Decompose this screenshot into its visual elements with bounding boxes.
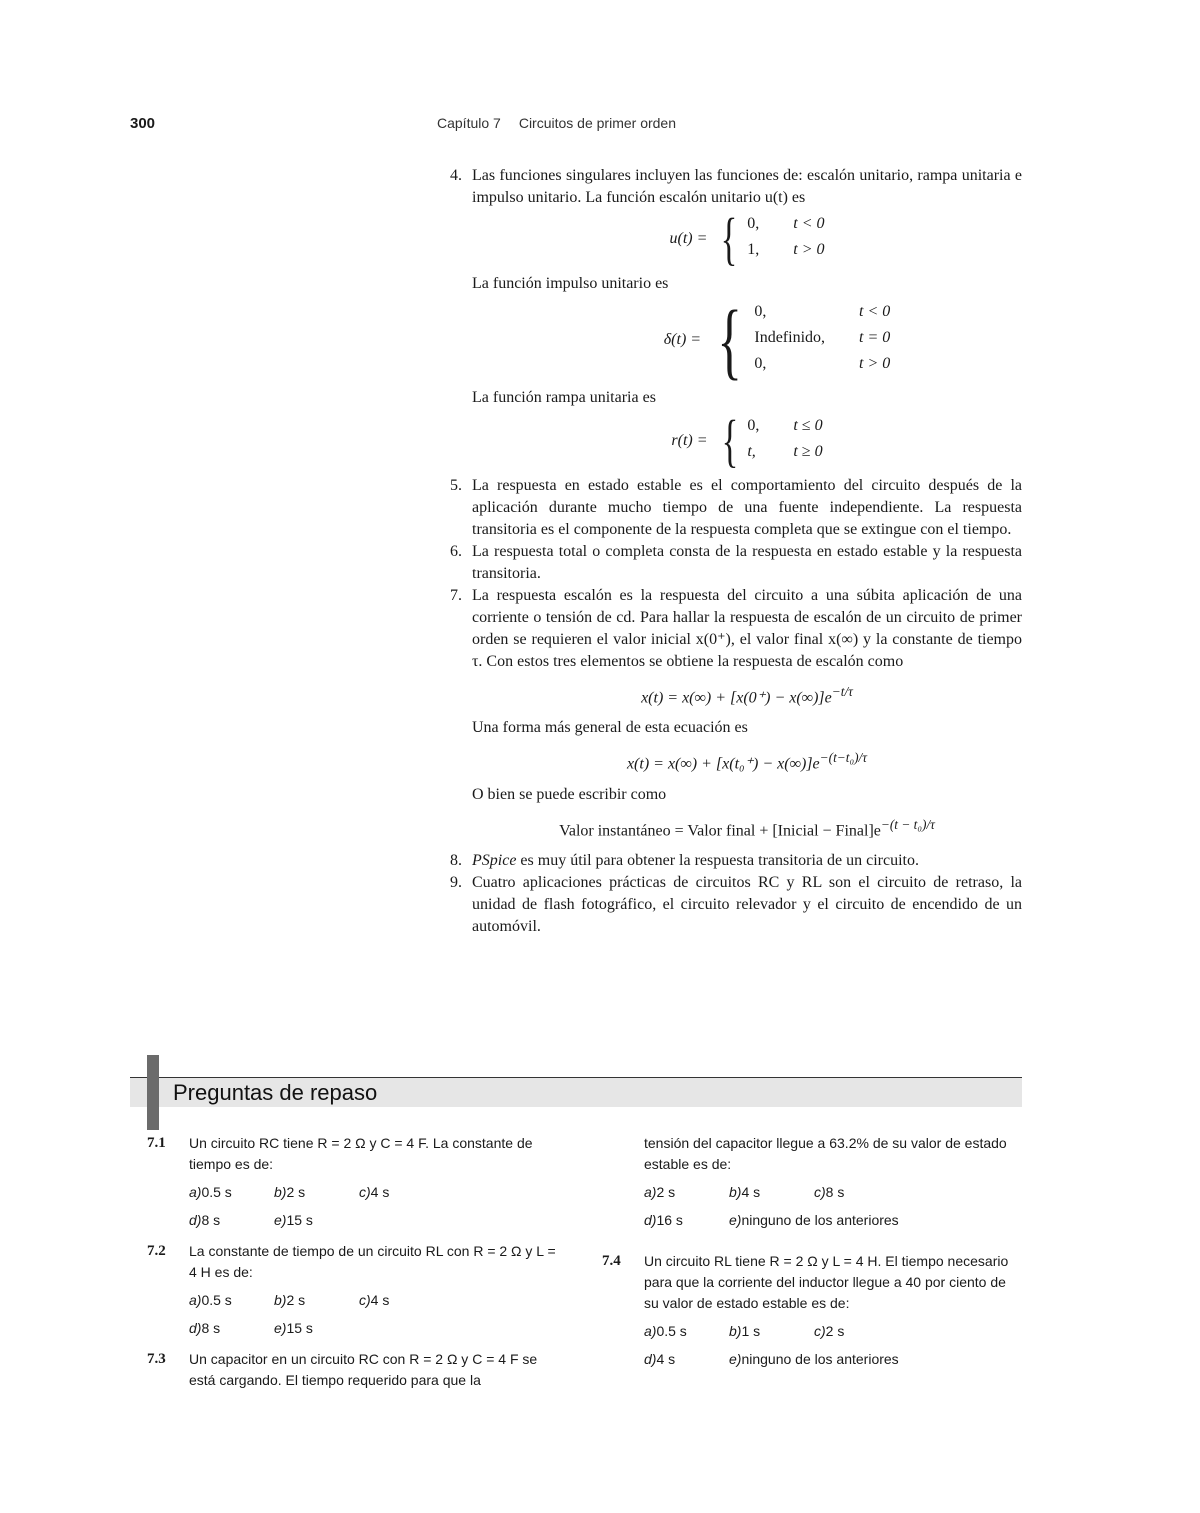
equation-body: Valor instantáneo = Valor final + [Inicial − Final]e [559,821,881,839]
item-text: Cuatro aplicaciones prácticas de circuitos RC y RL son el circuito de retraso, la unidad de flash fotográfico, el circuito relevador y el circuito de encendido de un automóvil. [472,873,1022,935]
options-row [644,1349,1022,1370]
question-7-1 [147,1133,567,1231]
case-condition: t > 0 [793,241,825,258]
equation-exponent: −t/τ [831,684,853,699]
left-brace: { [720,206,738,271]
options-row [189,1182,567,1203]
question-text: Un circuito RC tiene R = 2 Ω y C = 4 F. La constante de tiempo es de: [189,1135,533,1172]
summary-item-6 [450,541,1022,585]
item-number: 4. [450,167,462,184]
question-number: 7.3 [147,1351,166,1367]
step-function-equation [472,206,1022,271]
cases-table [747,213,824,265]
cases-table [747,415,822,467]
case-value: 1, [747,241,760,258]
options-row [644,1182,1022,1203]
left-brace: { [721,408,738,473]
options-row [189,1318,567,1339]
question-number: 7.4 [602,1253,621,1269]
equation-body: x(t) = x(∞) + [x(0⁺) − x(∞)]e [641,689,832,707]
option-a: a)0.5 s [644,1323,687,1339]
item-number: 9. [450,873,462,891]
option-e: e)15 s [274,1320,313,1336]
options-row [189,1290,567,1311]
impulse-function-equation [532,292,1022,388]
impulse-intro: La función impulso unitario es [472,275,669,292]
question-number: 7.2 [147,1243,166,1259]
page-number: 300 [130,115,156,132]
summary-item-7 [450,585,1022,842]
question-7-4 [602,1251,1022,1370]
case-value: 0, [747,215,760,232]
section-accent-bar [147,1055,159,1130]
question-text-continued: tensión del capacitor llegue a 63.2% de su valor de estado estable es de: [644,1135,1007,1172]
question-text: Un circuito RL tiene R = 2 Ω y L = 4 H. El tiempo necesario para que la corriente del inductor llegue a 40 por ciento de su valor de estado estable es de: [644,1253,1009,1311]
case-condition: t ≤ 0 [793,417,823,434]
section-title: Preguntas de repaso [173,1080,378,1105]
step-response-equation [472,681,1022,709]
summary-item-4 [450,165,1022,473]
case-condition: t < 0 [859,303,891,320]
summary-item-8 [450,850,1022,872]
option-b: b)2 s [274,1184,306,1200]
case-value: t, [747,443,756,460]
summary-item-9 [450,872,1022,938]
option-d: d)16 s [644,1212,683,1228]
option-c: c)4 s [359,1184,390,1200]
equation-lhs: u(t) = [669,230,708,247]
item-text [472,850,1022,872]
option-d: d)8 s [189,1212,221,1228]
summary-list [450,165,1022,938]
general-form-intro: Una forma más general de esta ecuación es [472,719,748,737]
option-b: b)2 s [274,1292,306,1308]
alternative-form-intro: O bien se puede escribir como [472,785,667,803]
left-brace: { [717,292,743,388]
case-condition: t = 0 [859,329,891,346]
question-7-3-continued [602,1133,1022,1231]
option-b: b)1 s [729,1323,761,1339]
option-a: a)0.5 s [189,1184,232,1200]
item-number: 7. [450,587,462,604]
option-b: b)4 s [729,1184,761,1200]
question-7-2 [147,1241,567,1339]
running-header [437,115,676,131]
general-response-equation [472,747,1022,775]
option-d: d)4 s [644,1351,676,1367]
item-number: 6. [450,543,462,560]
equation-lhs: δ(t) = [663,331,702,348]
equation-lhs: r(t) = [671,432,708,449]
item-text: La respuesta total o completa consta de la respuesta en estado estable y la respuesta transitoria. [472,543,1022,582]
case-value: 0, [747,417,760,434]
chapter-label: Capítulo 7 [437,115,501,131]
item-text-rest: es muy útil para obtener la respuesta transitoria de un circuito. [516,851,919,869]
options-row [189,1210,567,1231]
ramp-intro: La función rampa unitaria es [472,389,656,406]
case-value: 0, [754,303,767,320]
option-e: e)ninguno de los anteriores [729,1351,899,1367]
question-7-3 [147,1349,567,1391]
question-text: La constante de tiempo de un circuito RL con R = 2 Ω y L = 4 H es de: [189,1243,556,1280]
option-e: e)ninguno de los anteriores [729,1212,899,1228]
summary-item-5 [450,475,1022,541]
case-value: Indefinido, [754,329,826,346]
option-d: d)8 s [189,1320,221,1336]
option-a: a)0.5 s [189,1292,232,1308]
item-number: 5. [450,477,462,494]
equation-exponent: −(t−t₀)/τ [819,750,868,766]
cases-table [754,301,890,379]
case-condition: t < 0 [793,215,825,232]
case-value: 0, [754,355,767,372]
software-name: PSpice [472,851,517,869]
question-text: Un capacitor en un circuito RC con R = 2 Ω y C = 4 F se está cargando. El tiempo requerido para que la [189,1351,538,1388]
chapter-title: Circuitos de primer orden [518,115,676,131]
options-row [644,1210,1022,1231]
questions-right-column [602,1133,1022,1380]
item-text: La respuesta en estado estable es el comportamiento del circuito después de la aplicación durante mucho tiempo de una fuente independiente. La respuesta transitoria es el componente de la respuesta completa que se extingue con el tiempo. [472,477,1022,538]
ramp-function-equation [472,408,1022,473]
case-condition: t > 0 [859,355,891,372]
option-e: e)15 s [274,1212,313,1228]
option-a: a)2 s [644,1184,676,1200]
item-number: 8. [450,851,462,869]
option-c: c)4 s [359,1292,390,1308]
options-row [644,1321,1022,1342]
equation-body: x(t) = x(∞) + [x(t₀⁺) − x(∞)]e [626,755,820,773]
item-text: La respuesta escalón es la respuesta del circuito a una súbita aplicación de una corriente o tensión de cd. Para hallar la respuesta de escalón de un circuito de primer orden se requieren el valor inicial x(0⁺), el valor final x(∞) y la constante de tiempo τ. Con estos tres elementos se obtiene la respuesta de escalón como [472,587,1022,670]
case-condition: t ≥ 0 [793,443,823,460]
item-text: Las funciones singulares incluyen las funciones de: escalón unitario, rampa unitaria e impulso unitario. La función escalón unitario u(t) es [472,167,1022,206]
equation-exponent: −(t − t₀)/τ [880,816,935,832]
option-c: c)2 s [814,1323,845,1339]
questions-left-column [147,1133,567,1401]
option-c: c)8 s [814,1184,845,1200]
instantaneous-value-equation [472,814,1022,842]
question-number: 7.1 [147,1135,166,1151]
